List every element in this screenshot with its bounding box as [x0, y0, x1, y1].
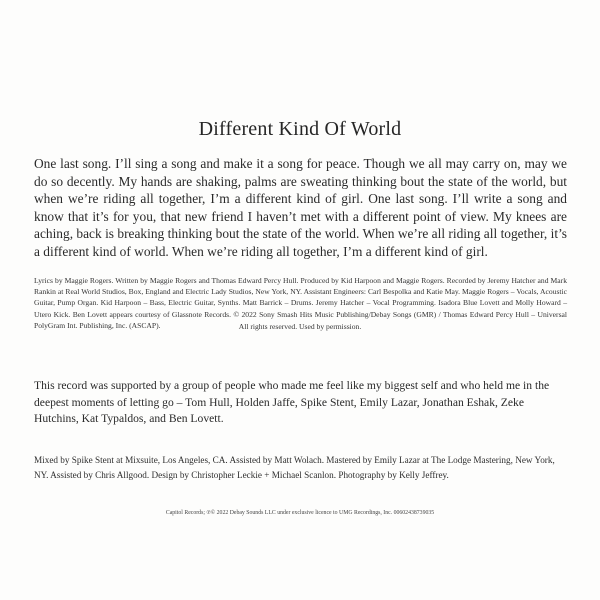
- lyrics-paragraph: One last song. I’ll sing a song and make it a song for peace. Though we all may carry on, may we do so decently. My hands are shaking, palms are sweating thinking bout the state of the world, but when we’re riding all together, I’m a different kind of girl. One last song. I’ll write a song and know that it’s for you, that new friend I haven’t met with a different point of view. My knees are aching, back is breaking thinking bout the state of the world. When we’re all riding all together, it’s a different kind of world. When we’re riding all together, I’m a different kind of girl.: [34, 156, 567, 259]
- label-copyright-line: Capitol Records; ℗© 2022 Debay Sounds LLC under exclusive licence to UMG Recordings, Inc. 00602438739035: [165, 510, 435, 516]
- production-credits: Mixed by Spike Stent at Mixsuite, Los Angeles, CA. Assisted by Matt Wolach. Mastered by Emily Lazar at The Lodge Mastering, New York, NY. Assisted by Chris Allgood. Design by Christopher Leckie + Michael Scanlon. Photography by Kelly Jeffrey.: [34, 455, 555, 481]
- acknowledgements-paragraph: This record was supported by a group of people who made me feel like my biggest self and who held me in the deepest moments of letting go – Tom Hull, Holden Jaffe, Spike Stent, Emily Lazar, Jonathan Eshak, Zeke Hutchins, Kat Typaldos, and Ben Lovett.: [34, 379, 550, 426]
- song-title: Different Kind Of World: [198, 118, 402, 140]
- song-credits: Lyrics by Maggie Rogers. Written by Maggie Rogers and Thomas Edward Percy Hull. Produced by Kid Harpoon and Maggie Rogers. Recorded by Jeremy Hatcher and Mark Rankin at Real World Studios, Box, England and Electric Lady Studios, New York, NY. Assistant Engineers: Carl Bespolka and Katie May. Maggie Rogers – Vocals, Acoustic Guitar, Pump Organ. Kid Harpoon – Bass, Electric Guitar, Synths. Matt Barrick – Drums. Jeremy Hatcher – Vocal Programming. Isadora Blue Lovett and Molly Howard – Utero Kick. Ben Lovett appears courtesy of Glassnote Records. © 2022 Sony Smash Hits Music Publishing/Debay Songs (GMR) / Thomas Edward Percy Hull – Universal PolyGram Int. Publishing, Inc. (ASCAP).: [34, 276, 567, 330]
- rights-notice: All rights reserved. Used by permission.: [238, 322, 362, 331]
